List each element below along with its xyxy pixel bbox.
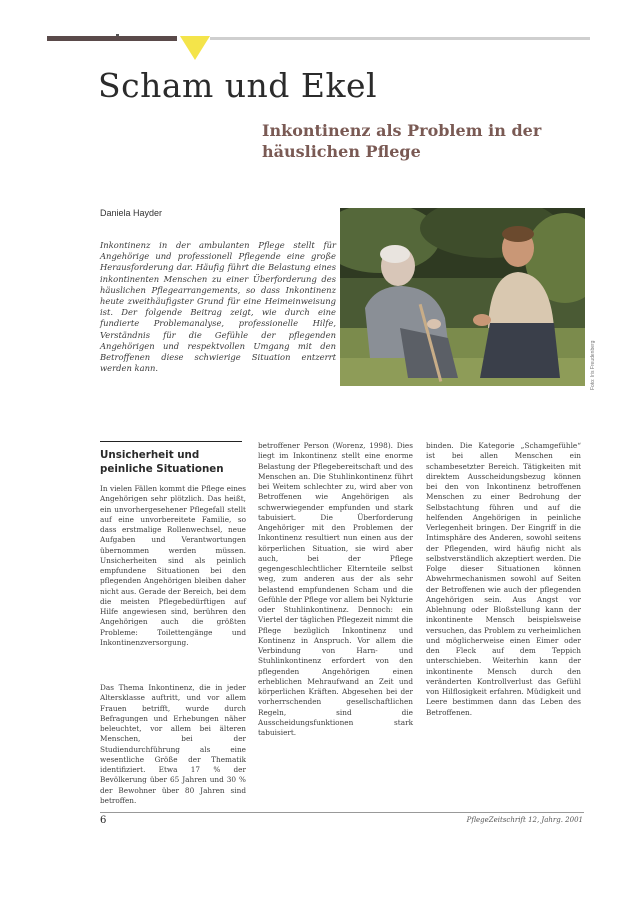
journal-footer: PflegeZeitschrift 12, Jahrg. 2001	[466, 816, 583, 824]
article-title: Scham und Ekel	[98, 66, 378, 105]
header-rule-dark	[47, 36, 177, 41]
section-heading: Unsicherheit und peinliche Situationen	[100, 449, 224, 475]
article-photo	[340, 208, 585, 386]
body-column-3	[426, 441, 581, 728]
section-rule	[100, 441, 242, 442]
header-rule-light	[210, 37, 590, 40]
body-paragraph: betroffener Person (Worenz, 1998). Dies liegt im Inkontinenz stellt eine enorme Belastung der Pflegebereitschaft und des Menschen an. Die Stuhlinkontinenz führt bei Weitem schlechter zu, wird aber von Betroffenen wie Angehörigen als schwerwiegender empfunden und stark tabuisiert. Die Überforderung Angehöriger mit den Problemen der Inkontinenz resultiert nun einen aus der körperlichen Situation, sie wird aber auch, bei der Pflege gegengeschlechtlicher Elternteile selbst weg, zum anderen aus der als sehr belastend empfundenen Scham und die Gefühle der Pflege vor allem bei Nykturie oder Stuhlinkontinenz. Dennoch: ein Viertel der täglichen Pflegezeit nimmt die Pflege bezüglich Inkontinenz und Kontinenz in Anspruch. Vor allem die Verbindung von Harn- und Stuhlinkontinenz erfordert von den pflegenden Angehörigen einen erheblichen Mehraufwand an Zeit und körperlichen Kräften. Abgesehen bei der vorherrschenden gesellschaftlichen Regeln, sind die Ausscheidungsfunktionen stark tabuisiert.	[258, 441, 414, 737]
body-column-2	[258, 441, 413, 748]
photo-credit: Foto: Iris Freudenberg	[590, 340, 596, 390]
body-paragraph: In vielen Fällen kommt die Pflege eines Angehörigen sehr plötzlich. Das heißt, ein unvorhergesehener Pflegefall stellt auf eine unvorbereitete Familie, so dass erstmalige Rollenwechsel, neue Aufgaben und Verantwortungen übernommen werden müssen. Unsicherheiten sind als peinlich empfundene Situationen bei den pflegenden Angehörigen bleiben daher nicht aus. Gerade der Bereich, bei dem die meisten Pflegebedürftigen auf Hilfe angewiesen sind, berühren den Angehörigen auch die größten Probleme: Toilettengänge und Inkontinenzversorgung.	[100, 484, 246, 647]
body-column-1a	[100, 484, 246, 658]
body-paragraph: binden. Die Kategorie „Schamgefühle“ ist bei allen Menschen ein schambesetzter Bereich. Tätigkeiten mit direktem Ausscheidungsbezug können bei den von Inkontinenz betroffenen Menschen zu einer Bedrohung der Selbstachtung führen und auf die helfenden Angehörigen in peinliche Verlegenheit bringen. Der Eingriff in die Intimsphäre des Anderen, sowohl seitens der Pflegenden, wird häufig nicht als selbstverständlich akzeptiert werden. Die Folge dieser Situationen können Abwehrmechanismen sowohl auf Seiten der Betroffenen wie auch der pflegenden Angehörigen sein. Aus Angst vor Ablehnung oder Bloßstellung kann der inkontinente Mensch beispielsweise versuchen, das Problem zu verheimlichen und möglicherweise einen Eimer oder den Fleck auf dem Teppich unterschieben. Weiterhin kann der inkontinente Mensch durch den veränderten Kontrollverlust das Gefühl von Hilflosigkeit erfahren. Müdigkeit und Leere bestimmen dann das Leben des Betroffenen.	[426, 441, 581, 717]
article-abstract: Inkontinenz in der ambulanten Pflege stellt für Angehörige und professionell Pflegende eine große Herausforderung dar. Häufig führt die Belastung eines inkontinenten Menschen zu einer Überforderung des häuslichen Pflegearrangements, so dass Inkontinenz heute zweithäufigster Grund für eine Heimeinweisung ist. Der folgende Beitrag zeigt, wie durch eine fundierte Problemanalyse, professionelle Hilfe, Verständnis für die Gefühle der pflegenden Angehörigen und respektvollen Umgang mit den Betroffenen diese schwierige Situation entzerrt werden kann.	[100, 240, 336, 374]
author-name: Daniela Hayder	[100, 208, 163, 218]
footer-rule	[100, 812, 584, 813]
body-paragraph: Das Thema Inkontinenz, die in jeder Altersklasse auftritt, und vor allem Frauen betrifft, wurde durch Befragungen und Erhebungen näher beleuchtet, vor allem bei älteren Menschen, bei der Studiendurchführung als eine wesentliche Größe der Thematik identifiziert. Etwa 17 % der Bevölkerung über 65 Jahren und 30 % der Bewohner über 80 Jahren sind betroffen.	[100, 683, 246, 805]
photo-illustration	[340, 208, 585, 386]
page-number: 6	[100, 815, 107, 826]
yellow-triangle-marker	[180, 36, 210, 60]
body-column-1b	[100, 683, 246, 816]
header-tick	[116, 34, 119, 36]
article-subtitle: Inkontinenz als Problem in der häuslichen Pflege	[262, 121, 542, 161]
